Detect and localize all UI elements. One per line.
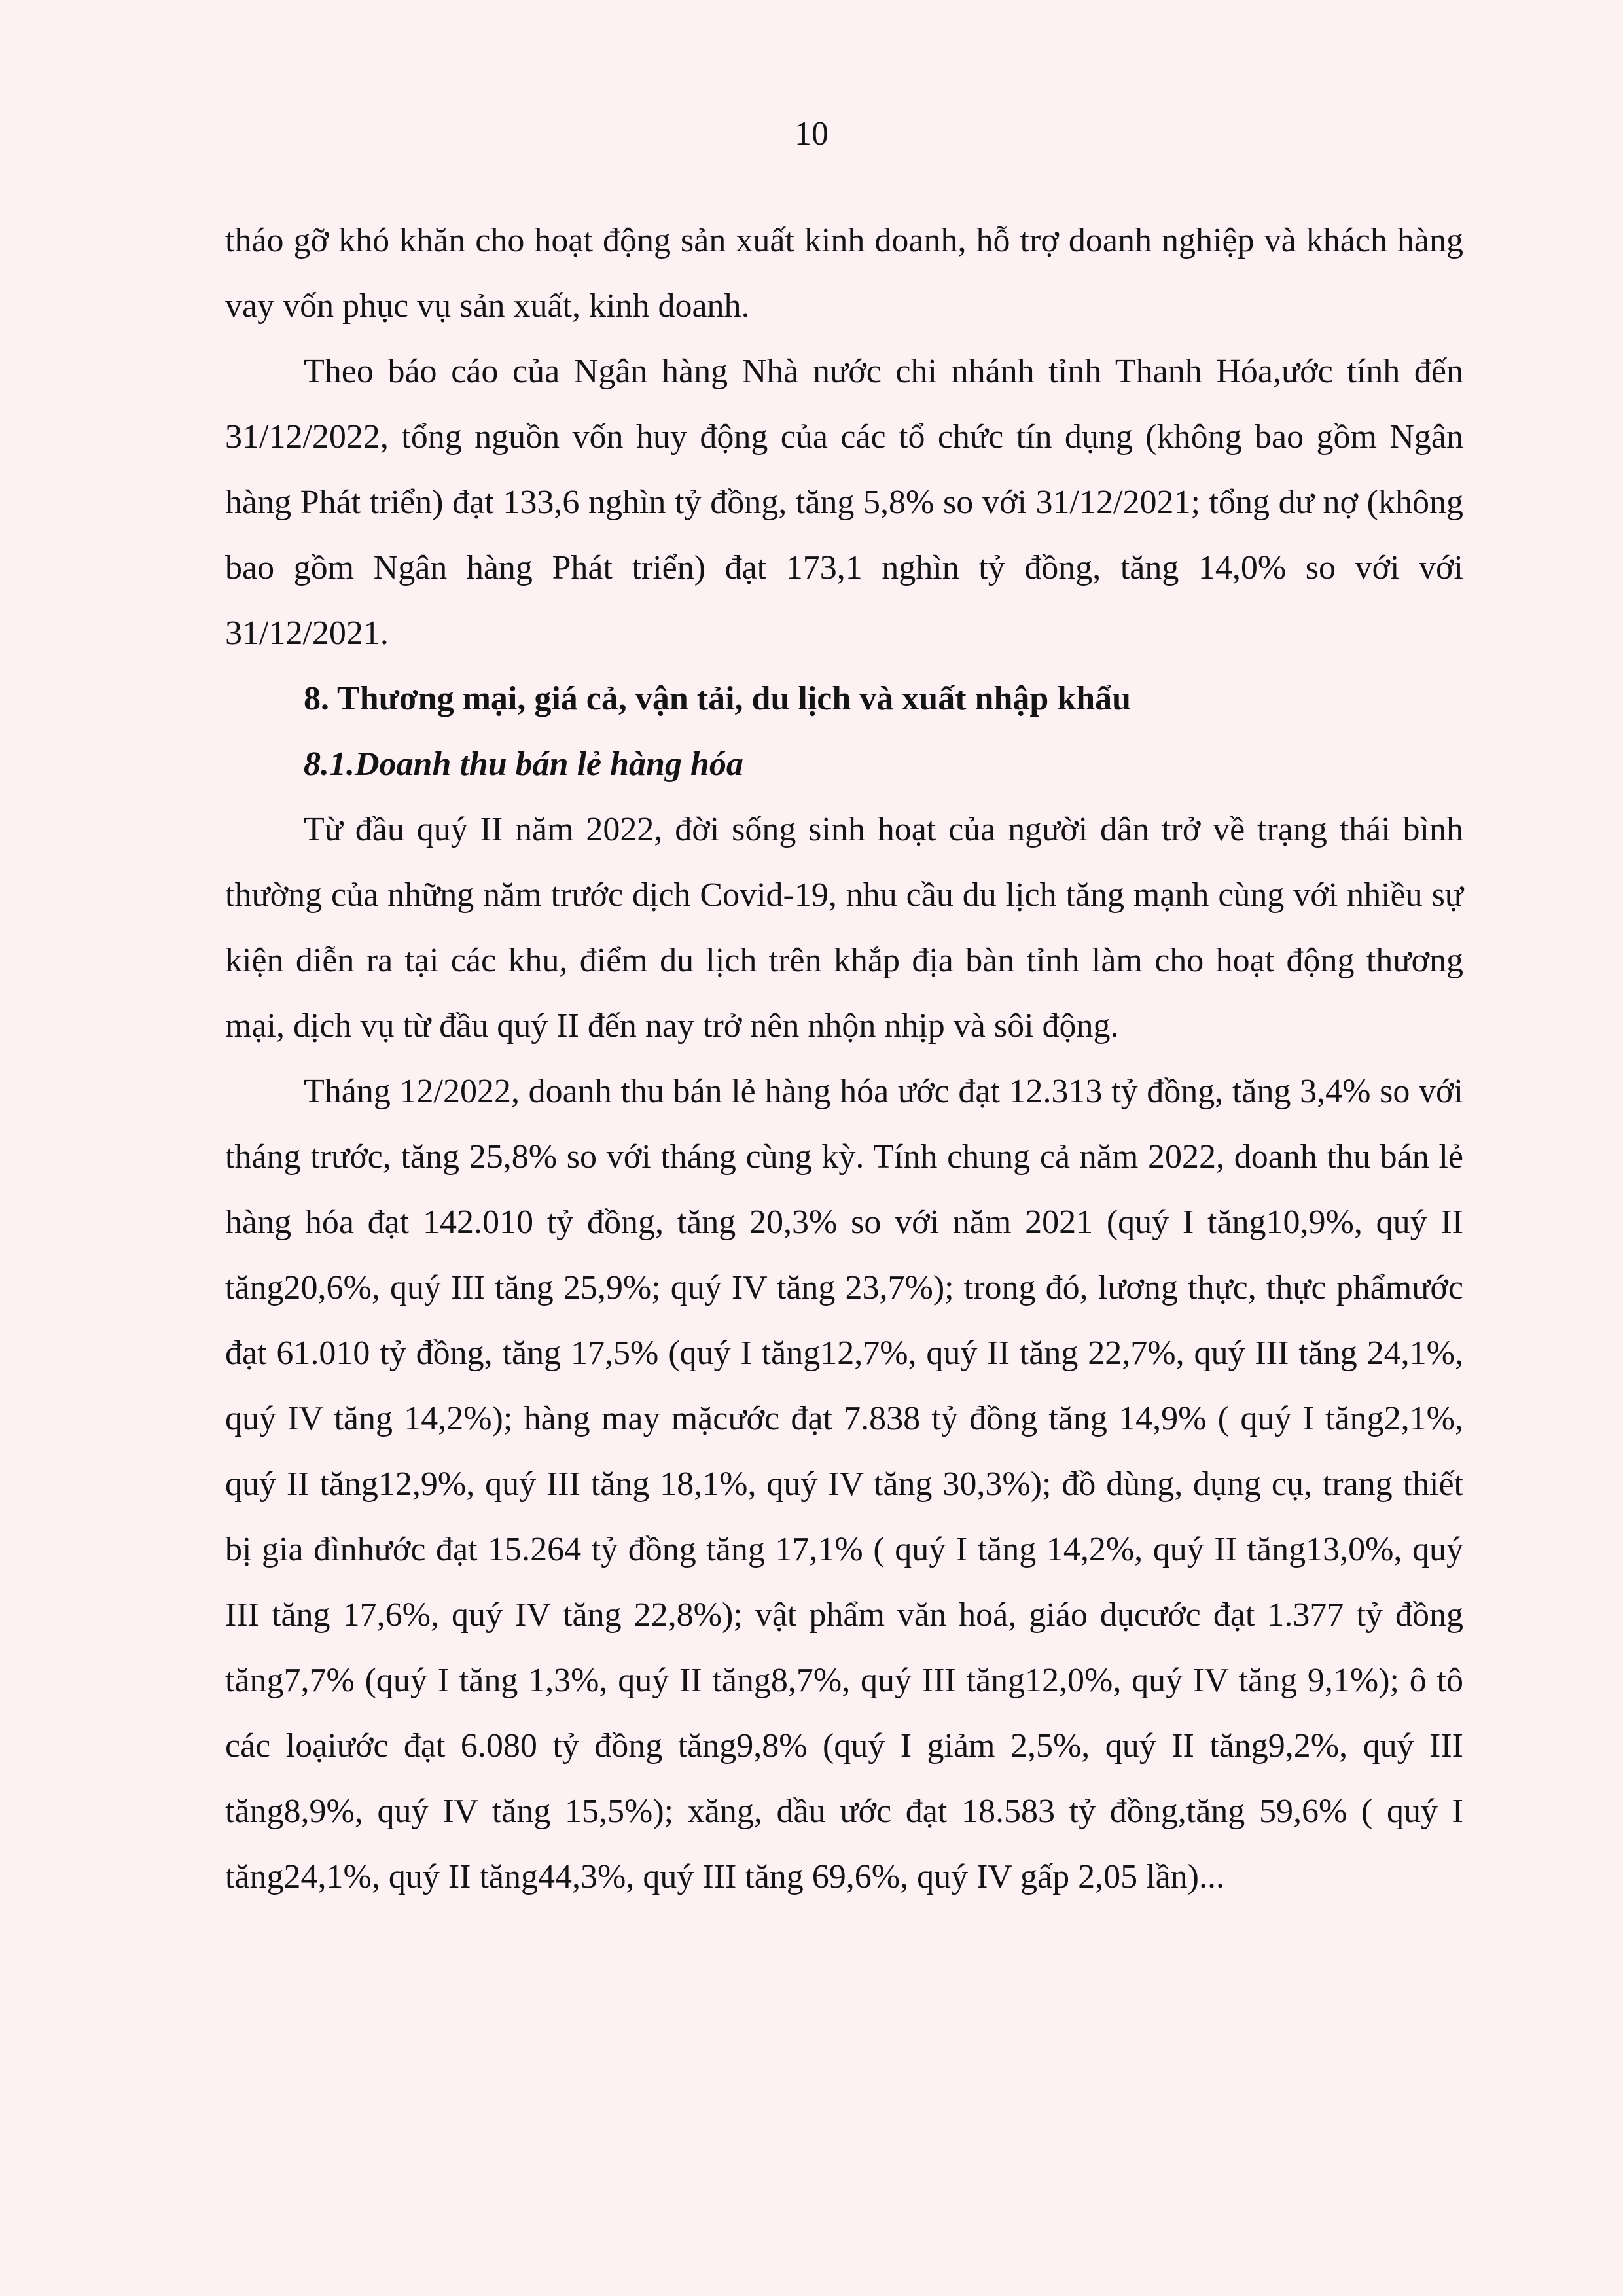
subsection-heading-retail: 8.1.Doanh thu bán lẻ hàng hóa	[304, 745, 743, 783]
section-heading-trade: 8. Thương mại, giá cả, vận tải, du lịch và xuất nhập khẩu	[304, 680, 1132, 717]
page-number: 10	[794, 115, 829, 152]
paragraph-bank-report: Theo báo cáo của Ngân hàng Nhà nước chi nhánh tỉnh Thanh Hóa,ước tính đến 31/12/2022, tổng nguồn vốn huy động của các tổ chức tín dụng (không bao gồm Ngân hàng Phát triển) đạt 133,6 nghìn tỷ đồng, tăng 5,8% so với 31/12/2021; tổng dư nợ (không bao gồm Ngân hàng Phát triển) đạt 173,1 nghìn tỷ đồng, tăng 14,0% so với với 31/12/2021.	[225, 353, 1463, 652]
document-body	[225, 208, 1463, 1910]
paragraph-credit-support: tháo gỡ khó khăn cho hoạt động sản xuất kinh doanh, hỗ trợ doanh nghiệp và khách hàng vay vốn phục vụ sản xuất, kinh doanh.	[225, 222, 1463, 325]
paragraph-post-covid: Từ đầu quý II năm 2022, đời sống sinh hoạt của người dân trở về trạng thái bình thường của những năm trước dịch Covid-19, nhu cầu du lịch tăng mạnh cùng với nhiều sự kiện diễn ra tại các khu, điểm du lịch trên khắp địa bàn tỉnh làm cho hoạt động thương mại, dịch vụ từ đầu quý II đến nay trở nên nhộn nhịp và sôi động.	[225, 811, 1463, 1045]
paragraph-retail-revenue: Tháng 12/2022, doanh thu bán lẻ hàng hóa ước đạt 12.313 tỷ đồng, tăng 3,4% so với tháng trước, tăng 25,8% so với tháng cùng kỳ. Tính chung cả năm 2022, doanh thu bán lẻ hàng hóa đạt 142.010 tỷ đồng, tăng 20,3% so với năm 2021 (quý I tăng10,9%, quý II tăng20,6%, quý III tăng 25,9%; quý IV tăng 23,7%); trong đó, lương thực, thực phẩmước đạt 61.010 tỷ đồng, tăng 17,5% (quý I tăng12,7%, quý II tăng 22,7%, quý III tăng 24,1%, quý IV tăng 14,2%); hàng may mặcước đạt 7.838 tỷ đồng tăng 14,9% ( quý I tăng2,1%, quý II tăng12,9%, quý III tăng 18,1%, quý IV tăng 30,3%); đồ dùng, dụng cụ, trang thiết bị gia đìnhước đạt 15.264 tỷ đồng tăng 17,1% ( quý I tăng 14,2%, quý II tăng13,0%, quý III tăng 17,6%, quý IV tăng 22,8%); vật phẩm văn hoá, giáo dụcước đạt 1.377 tỷ đồng tăng7,7% (quý I tăng 1,3%, quý II tăng8,7%, quý III tăng12,0%, quý IV tăng 9,1%); ô tô các loạiước đạt 6.080 tỷ đồng tăng9,8% (quý I giảm 2,5%, quý II tăng9,2%, quý III tăng8,9%, quý IV tăng 15,5%); xăng, dầu ước đạt 18.583 tỷ đồng,tăng 59,6% ( quý I tăng24,1%, quý II tăng44,3%, quý III tăng 69,6%, quý IV gấp 2,05 lần)...	[225, 1073, 1463, 1895]
